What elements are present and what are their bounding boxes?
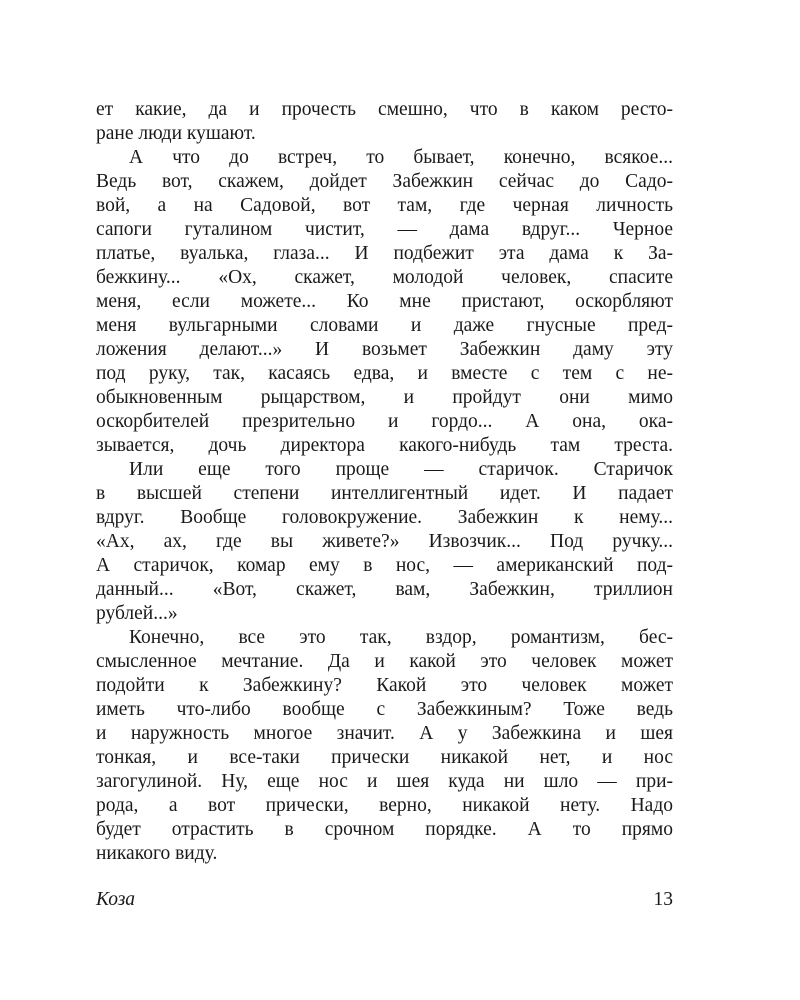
paragraph-start-line: Или еще того проще — старичок. Старичок [129, 459, 673, 480]
paragraph-start-line: А что до встреч, то бывает, конечно, всякое... [129, 147, 673, 168]
text-line: смысленное мечтание. Да и какой это человек может [96, 651, 673, 672]
paragraph-start-line: Конечно, все это так, вздор, романтизм, бес- [129, 627, 673, 648]
text-line: вой, а на Садовой, вот там, где черная личность [96, 195, 673, 216]
text-line: рода, а вот прически, верно, никакой нету. Надо [96, 795, 673, 816]
text-line: и наружность многое значит. А у Забежкина и шея [96, 723, 673, 744]
text-line: обыкновенным рыцарством, и пройдут они мимо [96, 387, 673, 408]
text-line: «Ах, ах, где вы живете?» Извозчик... Под ручку... [96, 531, 673, 552]
text-line: ложения делают...» И возьмет Забежкин даму эту [96, 339, 673, 360]
text-line: меня, если можете... Ко мне пристают, оскорбляют [96, 291, 673, 312]
text-line: зывается, дочь директора какого-нибудь там треста. [96, 435, 673, 456]
text-line: будет отрастить в срочном порядке. А то прямо [96, 819, 673, 840]
text-line: данный... «Вот, скажет, вам, Забежкин, триллион [96, 579, 673, 600]
text-line: подойти к Забежкину? Какой это человек может [96, 675, 673, 696]
text-line: сапоги гуталином чистит, — дама вдруг... Черное [96, 219, 673, 240]
running-title: Коза [96, 889, 136, 910]
text-line: Ведь вот, скажем, дойдет Забежкин сейчас до Садо- [96, 171, 673, 192]
text-line: ет какие, да и прочесть смешно, что в каком ресто- [96, 99, 673, 120]
page-number: 13 [653, 889, 673, 910]
text-line: оскорбителей презрительно и гордо... А она, ока- [96, 411, 673, 432]
text-line: бежкину... «Ох, скажет, молодой человек, спасите [96, 267, 673, 288]
text-line: ране люди кушают. [96, 123, 256, 144]
text-line: под руку, так, касаясь едва, и вместе с тем с не- [96, 363, 673, 384]
page-body [96, 98, 673, 866]
text-line: рублей...» [96, 603, 178, 624]
text-line: в высшей степени интеллигентный идет. И падает [96, 483, 673, 504]
page-footer [96, 888, 673, 912]
text-line: меня вульгарными словами и даже гнусные пред- [96, 315, 673, 336]
text-line: А старичок, комар ему в нос, — американский под- [96, 555, 673, 576]
text-line: иметь что-либо вообще с Забежкиным? Тоже ведь [96, 699, 673, 720]
text-line: вдруг. Вообще головокружение. Забежкин к нему... [96, 507, 673, 528]
text-line: загогулиной. Ну, еще нос и шея куда ни шло — при- [96, 771, 673, 792]
text-line: тонкая, и все-таки прически никакой нет, и нос [96, 747, 673, 768]
text-line: никакого виду. [96, 843, 218, 864]
text-line: платье, вуалька, глаза... И подбежит эта дама к За- [96, 243, 673, 264]
